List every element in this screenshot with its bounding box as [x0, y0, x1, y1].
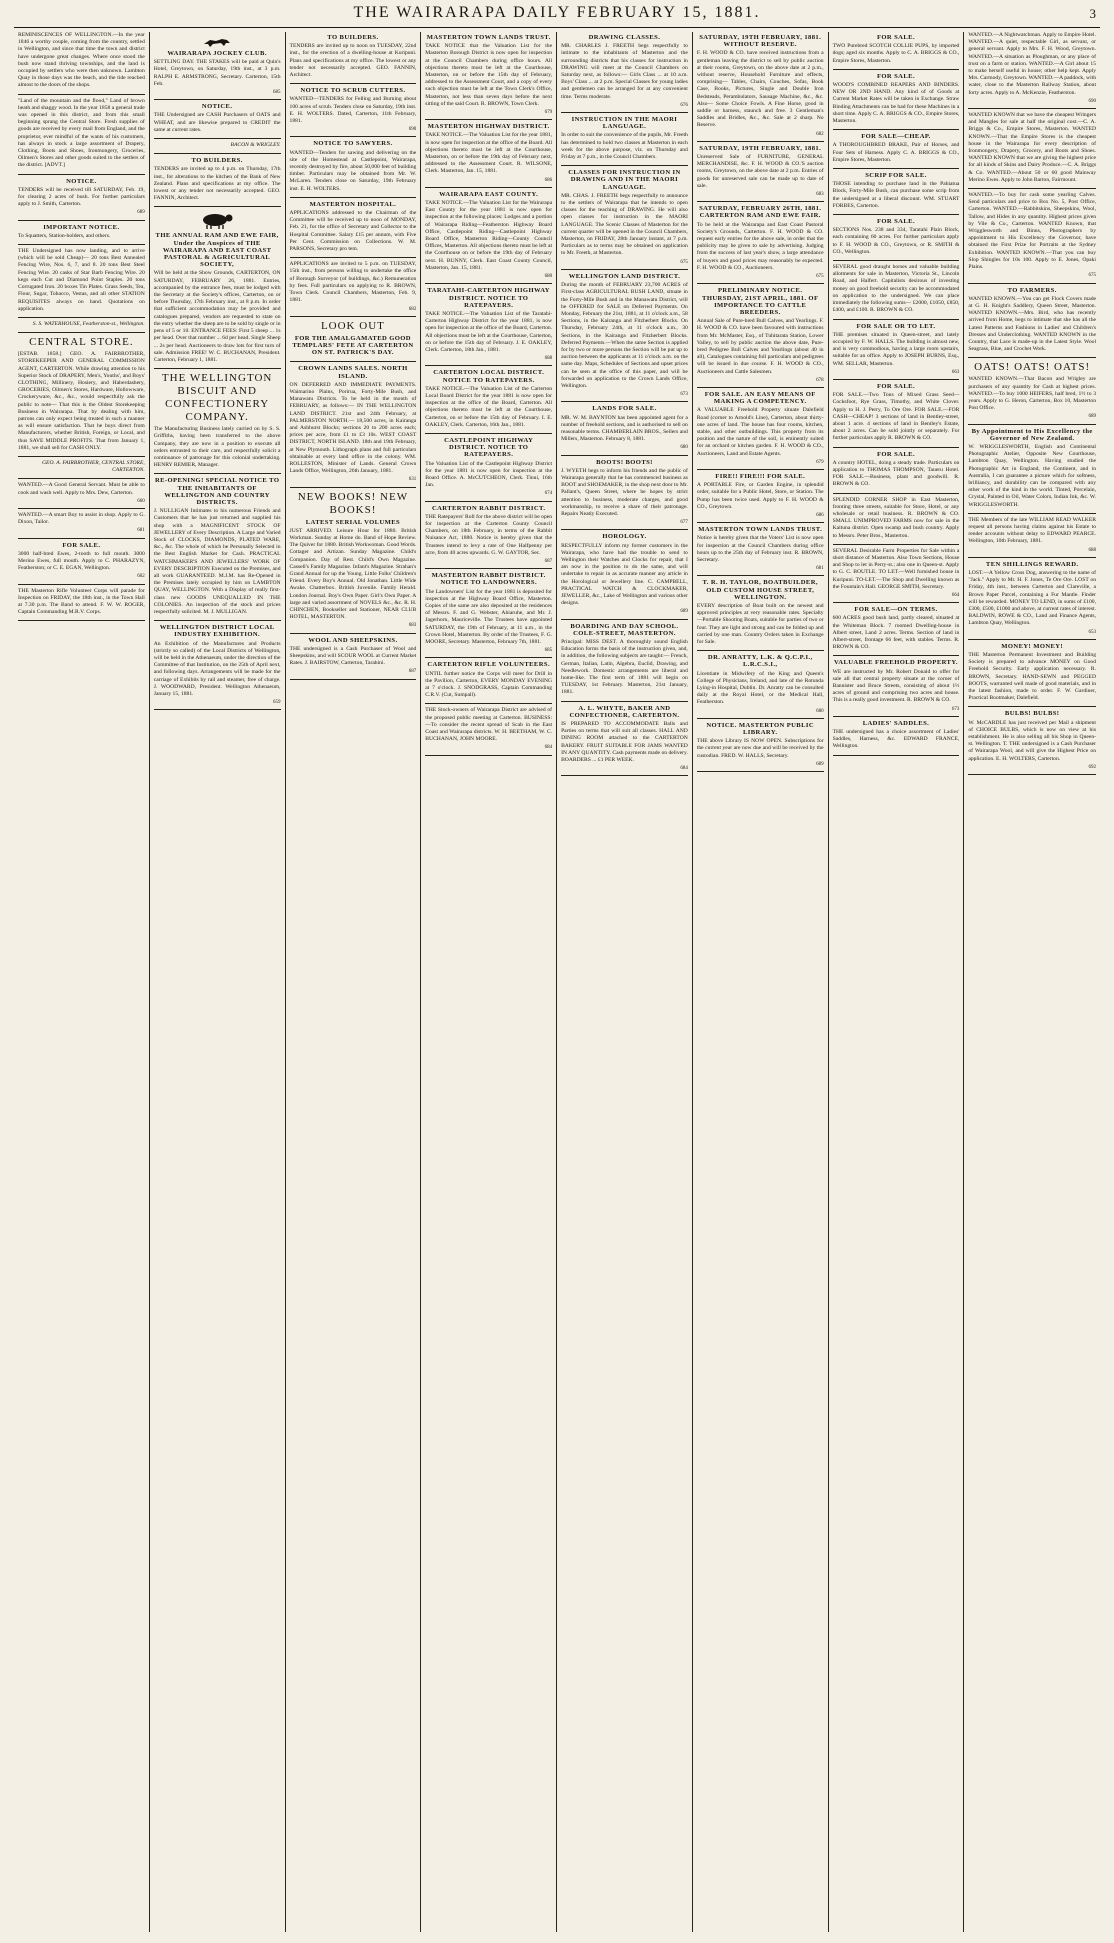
- ad-heading: FOR SALE. AN EASY MEANS OF MAKING A COMPETENCY.: [704, 390, 816, 406]
- advertisement: [425, 191, 552, 284]
- ad-body: SECTIONS Nos. 238 and 334, Taratahi Plain Block, each containing 60 acres. For further particulars apply to F. H. WOOD & CO., Greytown, or R. SMITH & CO., Wellington.: [832, 227, 960, 255]
- ad-body: The Manufacturing Business lately carried on by S. S. Griffiths, having been transferred to the above Company, they are now in a position to execute all orders entrusted to their care, and respectfully solicit a continuance of patronage for this colonial undertaking. HENRY REMIER, Manager.: [153, 426, 281, 469]
- advertisement: [833, 172, 960, 215]
- advertisement: [697, 34, 824, 142]
- ad-body: FOR SALE.—Two Tons of Mixed Grass Seed—Cocksfoot, Rye Grass, Timothy, and White Clover. Apply to H. J. Perry, To Ore Ore. FOR SALE.—FOR CASH—CHEAP! 3 sections of land in Bentley-street, about 1 acre. 4 sections of land in Bentley's Estate, about 2 acres. Can be sold jointly or separately. For further particulars apply R. BROWN & CO.: [832, 392, 960, 442]
- ad-heading: TARATAHI-CARTERTON HIGHWAY DISTRICT. NOTICE TO RATEPAYERS.: [427, 287, 550, 309]
- advertisement: [833, 497, 960, 545]
- ad-body: TAKE NOTICE that the Valuation List for the Masterton Borough District is now open for inspection at the Council Chambers during office hours. All objections thereto must be left at the Courthouse, Masterton, on or before the 15th day of February, addressed to the Assessment Court, and a copy of every such objection must be left at the Town Clerk's Office, Masterton, not less than seven days before the next sitting of the said Court. R. BROWN, Town Clerk.: [425, 43, 553, 107]
- ad-body: EVERY description of Boat built on the newest and approved principles at very reasonable rates. Specialty—Portable Shooting Boats, suitable for parties of two or four. They are light and strong and can be folded up and carried by one man. Country Orders taken in Exchange for Sale.: [696, 603, 824, 646]
- advertisement: [425, 287, 552, 366]
- ad-heading: FOR THE AMALGAMATED GOOD TEMPLARS' FETE AT CARTERTON ON ST. PATRICK'S DAY.: [292, 334, 414, 357]
- advertisement: [697, 145, 824, 202]
- ad-ref-number: 660: [137, 498, 145, 504]
- column-1: [14, 32, 150, 1932]
- advertisement: [18, 460, 145, 479]
- advertisement: [561, 405, 688, 455]
- ad-body: ON DEFERRED AND IMMEDIATE PAYMENTS. Waimarino Plains, Porirua, Forty-Mile Bush, and Manawatu Districts. To be held in the month of FEBRUARY, as follows:— IN THE WELLINGTON LAND DISTRICT. 21st and 24th February, at PALMERSTON NORTH.— 18,500 acres, in Kairanga and Ashhurst Blocks; sections 20 to 200 acres each; prices per acre, from £1 to £3 10s. WEST COAST DISTRICT, NORTH ISLAND. 18th and 19th February, at New Plymouth. Lithograph plans and full particulars obtainable at every land office in the colony. WM. ROLLESTON, Minister of Lands. General Crown Lands Office, Wellington, 26th January, 1881.: [289, 381, 417, 475]
- ad-body: WANTED—TENDERS for Felling and Burning about 100 acres of scrub. Tenders close on Saturday, 19th inst. E. H. WOLTERS. Dated, Carterton, 11th February, 1881.: [289, 96, 417, 125]
- advertisement: [154, 103, 281, 139]
- ad-body: SPLENDID CORNER SHOP in East Masterton, fronting three streets, suitable for Store, Hotel, or any wholesale or retail business. R. BROWN & CO. SMALL UNIMPROVED FARMS now for sale in the Kaituna district. Open swamp and bush country. Apply to Messrs. Peter Bros., Masterton.: [832, 496, 960, 539]
- ad-body: WANTED.—To buy for cash some yearling Calves. Send particulars and price to Box No. 5, Post Office, Carterton. WANTED.—Rabbitskins, Sheepskins, Wool, Tallow, and Hides in any quantity. Highest prices given by Vile & Co., Carterton. WANTED Known, that Wrigglesworth and Binns, Photographers by appointment to His Excellency the Governor, have obtained the First Prize for Portraits at the Sydney Exhibition. WANTED KNOWN.—That you can buy Slop Shingles for 10s 100. Apply to E. Jones, Opaki Plains.: [968, 192, 1096, 271]
- ad-body: W. McCARDLE has just received per Mail a shipment of CHOICE BULBS, which is now on view at his establishment. He is also selling all his Shop in Queen-st. Wellington. T. THE undersigned is a Cash Purchaser of Wairarapa Wool, and will give the Highest Price on application. E. H. WOLTERS, Carterton.: [968, 719, 1096, 762]
- ad-body: J. NULLIGAN Intimates to his numerous Friends and Customers that he has just returned and supplied his shop with a MAGNIFICENT STOCK OF JEWELLERY of Every Description. A Large and Varied Stock of CLOCKS, DIAMONDS, PLATED WARE, &c., &c. The whole of which he Personally Selected in the Best English Market for Cash. PRACTICAL WATCHMAKER'S AND JEWELLERS' WORK OF EVERY DESCRIPTION Executed on the Premises, and all work GUARANTEED. M.J.M. has Re-Opened in the Premises lately occupied by him on LAMBTON QUAY, WELLINGTON. With a Display of really first-class new GOODS UNEQUALLED IN THE COLONIES. An inspection of the stock and prices respectfully solicited. M. J. MULLIGAN.: [153, 508, 281, 615]
- advertisement: [561, 169, 688, 270]
- newspaper-title: THE WAIRARAPA DAILY FEBRUARY 15, 1881.: [353, 4, 761, 21]
- ad-ref-number: 674: [544, 491, 553, 497]
- ad-body: During the month of FEBRUARY 23,700 ACRES of First-class AGRICULTURAL BUSH LAND, situate in the Forty-Mile Bush and in the Manawatu District, will be OFFERED for SALE on Deferred Payments. On Monday, February the 21st, 1881, at 11 o'clock a.m., 58 Sections, in the Kairanga and Fitzherbert Blocks. On Thursday, February 24th, at 11 o'clock a.m., 30 Sections, in the Kairanga and Fitzherbert Blocks. Deferred Payments.—When the same Section is applied for by two or more persons the Section will be put up to auction between the applicants at 11 o'clock a.m. on the same day. Maps, Schedules of Sections and upset prices can be seen at the office of this paper, and will be forwarded on application to the Crown Lands Office, Wellington.: [561, 282, 688, 389]
- advertisement: [833, 218, 960, 261]
- advertisement: [290, 140, 417, 197]
- advertisement: [833, 720, 960, 756]
- ad-body: TENDERS are invited up to noon on TUESDAY, 22nd inst., for the erection of a dwelling-house at Kuripuni. Plans and specifications at my office. The lowest or any tender not necessarily accepted. GEO. FANNIN, Architect.: [289, 43, 417, 79]
- ad-heading: VALUABLE FREEHOLD PROPERTY.: [833, 659, 958, 667]
- ad-heading: SCRIP FOR SALE.: [865, 172, 927, 180]
- advertisement: [425, 123, 552, 188]
- ad-body: MR. CHARLES J. FREETH begs respectfully to intimate to the inhabitants of Masterton and the surrounding districts that his classes for instruction in DRAWING will meet at the Council Chambers on Saturday next, as follows:— Girls Class ... at 10 a.m. Boys' Class ... at 2 p.m. Special Classes for young ladies and gentlemen can be arranged for at any convenient time. Terms moderate.: [561, 43, 688, 100]
- ad-heading: TO BUILDERS.: [191, 157, 243, 165]
- ad-heading: A. L. WHYTE, BAKER AND CONFECTIONER, CARTERTON.: [569, 704, 680, 719]
- advertisement: [833, 383, 960, 448]
- ad-body: Unreserved Sale of FURNITURE, GENERAL MERCHANDISE, &c. F. H. WOOD & CO.'S auction rooms, Greytown, on the above date at 2 p.m. Entries of goods for unreserved sale can be made up to date of sale.: [696, 154, 824, 189]
- ad-ref-number: 680: [544, 274, 553, 280]
- advertisement: [561, 34, 688, 113]
- horse-racing-icon: [200, 34, 234, 48]
- advertisement: [561, 116, 688, 166]
- ad-ref-number: 689: [680, 609, 688, 615]
- ad-body: THE undersigned has a choice assortment of Ladies' Saddles, Harness, &c. EDWARD FRANCE, Wellington.: [832, 729, 960, 750]
- ad-body: MR. W. M. BAYNTON has been appointed agent for a number of freehold sections, and is authorised to sell on reasonable terms. CHAMBERLAIN BROS., Sellers and Millers, Masterton. February 8, 1881.: [561, 414, 688, 443]
- ad-heading: PRELIMINARY NOTICE. THURSDAY, 21ST APRIL, 1881. OF IMPORTANCE TO CATTLE BREEDERS.: [702, 287, 819, 316]
- ad-body: 3000 half-bred Ewes, 2-tooth to full mouth. 3000 Merino Ewes, full mouth. Apply to C. PHARAZYN, Featherston; or C. E. EGAN, Wellington.: [18, 550, 145, 572]
- ad-heading: WAIRARAPA JOCKEY CLUB.: [167, 50, 267, 57]
- advertisement: [154, 477, 281, 621]
- ad-ref-number: 675: [680, 259, 688, 265]
- ad-signature: S. S. WATERHOUSE, Featherston-st., Wellington.: [32, 320, 145, 327]
- advertisement: [290, 320, 417, 363]
- ad-body: THE Ratepayers' Roll for the above district will be open for inspection at the Carterton County Council Chambers, on 18th February, in terms of the Rabbit Nuisance Act, 1880. Notice is hereby given that the Trustees intend to levy a rate of One Halfpenny per acre, from 40 acres upwards. G. W. GAYTOR, Sec.: [425, 513, 553, 556]
- ad-ref-number: 690: [408, 127, 417, 133]
- ad-body: WANTED KNOWN that we have the cheapest Wringers and Mangles for sale at half the original cost.—C. A. Briggs & Co., Empire Stores, Masterton. WANTED KNOWN.—That the Empire Stores is the cheapest house in the Wairarapa for every description of Ironmongery, Drapery, Grocery, and Boots and Shoes. WANTED KNOWN that we are giving the highest price for all kinds of Skins and Dairy Produce.—C. A. Briggs & Co. WANTED.—About 50 or 60 good Mainway Merino Ewes. Apply to John Barton, Fairmount.: [968, 112, 1096, 183]
- ad-heading: FOR SALE.: [876, 218, 915, 226]
- ad-ref-number: 681: [816, 566, 824, 572]
- ad-ref-number: 659: [273, 700, 281, 706]
- ad-body: WANTED.—A Nightwatchman. Apply to Empire Hotel. WANTED.—A quiet, respectable Girl, as servant, or general servant. Apply to Mrs. F. H. Wood, Greytown. WANTED.—A situation as Ploughman, or any place of trust on a farm or station. WANTED.—A Girl about 15 to make herself useful in house; other help kept. Apply Mrs. Carmody, Greytown. WANTED.—A paddock, with water, close to the Masterton Railway Station, about forty acres. Apply to A. McKenzie, Featherston.: [968, 32, 1096, 96]
- ad-heading: HOROLOGY.: [602, 533, 647, 541]
- ad-body: THE Undersigned are CASH Purchasers of OATS and WHEAT, and are likewise prepared to CREDIT the same at current rates.: [153, 112, 281, 133]
- ad-heading: MASTERTON TOWN LANDS TRUST.: [426, 34, 551, 41]
- ad-heading: WOOL AND SHEEPSKINS.: [308, 636, 398, 644]
- ad-heading: FOR SALE—ON TERMS.: [854, 606, 938, 614]
- column-4: [421, 32, 557, 1932]
- ad-heading: MASTERTON HOSPITAL.: [309, 200, 397, 208]
- ad-body: TAKE NOTICE.—The Valuation List for the Wairarapa East County for the year 1881 is now open for inspection at the following places: Lodges and a portion of Wairarapa Riding—Featherston Highway Board Office, Castlepoint Riding—Castlepoint Highway Board Office, Masterton Riding—County Council Offices, Masterton. All objections thereto must be left at the Courthouse on or before the 19th day of February next. H. BUNNY, Clerk. East Coast County Council, Masterton, Jan. 15, 1881.: [425, 200, 553, 271]
- ad-ref-number: 683: [408, 623, 417, 629]
- advertisement: [154, 34, 281, 100]
- ad-heading: WELLINGTON DISTRICT LOCAL INDUSTRY EXHIBITION.: [159, 624, 275, 639]
- ad-body: APPLICATIONS addressed to the Chairman of the Committee will be received up to noon of MONDAY, Feb. 21, for the office of Secretary and Collector to the Hospital Committee. Salary £15 per annum, with Five Per Cent. Commission on Collections. W. M. PARSONS, Secretary pro tem.: [289, 210, 417, 253]
- column-8: [964, 32, 1100, 1932]
- ad-heading: FOR SALE OR TO LET.: [856, 322, 936, 330]
- ad-body: THE Members of the late WILLIAM READ WALKER request all persons having claims against his Estate to render accounts without delay to EDWARD PEARCE. Wellington, 10th February, 1881.: [968, 516, 1096, 545]
- ad-heading: LANDS FOR SALE.: [592, 405, 657, 413]
- ad-body: 600 ACRES good bush land, partly cleared, situated at the Whiteman Block. 7 roomed Dwelling-house in Albert street, Land 2 acres. Terms. Section of land in Albert-street, frontage 66 feet, with stables. Terms. R. BROWN & CO.: [832, 615, 960, 651]
- advertisement: [968, 192, 1096, 283]
- advertisement: [561, 273, 688, 402]
- advertisement: [18, 98, 145, 175]
- ad-body: [ESTAB. 1858.] GEO. A. FAIRBROTHER, STOREKEEPER AND GENERAL COMMISSION AGENT, CARTERTON. While drawing attention to his Superior Stock of DRAPERY, Men's, Youths', and Boys' CLOTHING, Millinery, Hosiery, and Haberdashery, GROCERIES, Oilmen's Stores, Hardware, Hollowware, Crockeryware, &c., &c., would respectfully ask the public to note— That this is the Oldest Storekeeping Business in Wairarapa. That by dealing with him, patrons can only expect being treated in such a manner as will ensure satisfaction. That he buys direct from Manufacturers, whether British, Foreign, or Local, and thus SAVE MIDDLE PROFITS. That from January 1, 1881, we shall sell for CASH ONLY.: [18, 351, 145, 451]
- ad-body: A VALUABLE Freehold Property situate Dalefield Road (corner to Arnold's Line), Carterton, about thirty-one acres of land. The house has four rooms, kitchen, stable, and other outbuildings. This property from its position and the nature of the soil, is eminently suited for an orchard or kitchen garden. F. H. WOOD & CO., Auctioneers, Land and Estate Agents.: [696, 407, 824, 457]
- ad-display-heading: NEW BOOKS! NEW BOOKS!: [297, 490, 409, 516]
- ad-heading: SATURDAY, 19TH FEBRUARY, 1881. WITHOUT RESERVE.: [699, 34, 822, 49]
- ad-body: APPLICATIONS are invited to 5 p.m. on TUESDAY, 15th inst., from persons willing to undertake the office of Borough Surveyor (of buildings, &c.) Remuneration by fees. Full particulars on applying to R. BROWN, Town Clerk. Council Chambers, Masterton, Feb. 9, 1881.: [289, 261, 417, 304]
- advertisement: [290, 87, 417, 137]
- ad-heading: MASTERTON RABBIT DISTRICT. NOTICE TO LANDOWNERS.: [431, 572, 546, 587]
- advertisement: [425, 369, 552, 434]
- advertisement: [833, 606, 960, 656]
- ad-heading: RE-OPENING! SPECIAL NOTICE TO THE INHABITANTS OF WELLINGTON AND COUNTRY DISTRICTS.: [154, 477, 280, 506]
- ad-body: THE Undersigned has now landing, and to arrive (which will be sold Cheap)— 20 tons Best Annealed Fencing Wire, Nos. 6, 7, and 8. 20 tons Best Steel Fencing Wire. 20 casks of Star Barb Fencing Wire. 20 kegs each Cut and Diamond Point Staples. 20 tons Corrugated Iron. 20 boxes Tin Plates. Grass Seeds, Tea, Flour, Sugar, Tobacco, Vestas, and all other STATION REQUISITES always on hand. Quotations on application.: [18, 248, 145, 312]
- advertisement: [18, 542, 145, 585]
- ad-body: THE Masterton Permanent Investment and Building Society is prepared to advance MONEY on Good Freehold Security. Early application necessary. R. BROWN, Secretary. HAND-SEWN and PEGGED BOOTS, warranted well made of good materials, and in the latest fashion, made to order. F. W. Gardiner, Practical Bootmaker, Dalefield.: [968, 652, 1096, 702]
- advertisement: [833, 264, 960, 319]
- ad-body: Principal: MISS DEST. A thoroughly sound English Education forms the basis of the instruction given, and, in addition, the following subjects are taught:— French, German, Italian, Latin, Algebra, Euclid, Drawing, and Needlework. Domestic arrangements are liberal and home-like. The first term of 1881 will begin on TUESDAY, 1st February. Masterton, 21st January, 1881.: [561, 639, 688, 696]
- ad-ref-number: 689: [137, 210, 145, 216]
- advertisement: [425, 34, 552, 120]
- ad-ref-number: 675: [1088, 273, 1096, 279]
- newspaper-columns: [14, 32, 1100, 1932]
- ad-ref-number: 663: [951, 369, 960, 375]
- ad-body: WANTED KNOWN.—That Bacon and Wrigley are purchasers of any quantity for Cash at highest prices. WANTED.—To buy 1000 HEIFERS, half bred, 1½ to 3 years. Apply to G. Heron, Carterton, Box 10, Masterton Post Office.: [968, 376, 1096, 412]
- ad-ref-number: 687: [408, 669, 417, 675]
- ad-ref-number: 686: [544, 177, 553, 183]
- horse-shape: [204, 39, 230, 47]
- ad-body: Annual Sale of Pure-bred Bull Calves, and Yearlings. F. H. WOOD & CO. have been favoured with instructions from Mr. McMaster, Esq., of Tuhitarata Station, Lower Valley, to sell by public auction the above date, Pure-bred Pedigree Bull Calves and Yearlings (about 40 in all), Catalogues containing full particulars and pedigrees will be issued in due course. F. H. WOOD & CO., Auctioneers and Cattle Salesmen.: [696, 318, 824, 375]
- ad-heading: CARTERTON RABBIT DISTRICT.: [431, 504, 546, 512]
- ad-body: THE premises situated in Queen-street, and lately occupied by F. W. HALLS. The building is almost new, and is very commodious, having a large room upstairs, suitable for an office. Apply to JOSEPH BURNS, Esq., WM. SELLAR, Masterton.: [832, 331, 960, 367]
- masthead: [0, 0, 1114, 28]
- advertisement: [154, 210, 281, 369]
- ad-signature: BACON & WRIGLEY.: [230, 142, 281, 149]
- ad-ref-number: 680: [816, 708, 824, 714]
- ad-ref-number: 692: [1088, 764, 1096, 770]
- ad-body: F. H. WOOD & CO. have received instructions from a gentleman leaving the district to sell by public auction at their rooms, Greytown, on the above date at 2 p.m., without reserve, Household Furniture and effects, comprising— Tables, Chairs, Couches, Sofas, Book Case, Books, Pictures, Single and Double Iron Bedsteads, Perambulators, Sausage Machine, &c., &c. Also— Some Choice Fowls. A Fine Horse, good in saddle or harness, staunch and free. 3 Gentleman's Saddles and Bridles, &c., &c. Sale at 2 sharp. No Reserve.: [696, 50, 824, 129]
- ad-body: WANTED—Tenders for sawing and delivering on the site of the Homestead at Castlepoint, Wairarapa, recently destroyed by fire, about 50,000 feet of building timber. Particulars may be obtained from Mr. W. McLaren. Tenders close on Saturday, 19th February inst. E. H. WOLTERS.: [289, 149, 417, 192]
- ad-heading: CROWN LANDS SALES. NORTH ISLAND.: [298, 365, 408, 380]
- advertisement: [154, 157, 281, 207]
- page-number: 3: [1089, 6, 1096, 21]
- advertisement: [833, 548, 960, 603]
- ad-body: WOOD'S COMBINED REAPERS AND BINDERS. NEW OR 2ND HAND. Any kind of of Goods at Current Market Rates will be taken in Exchange. Straw Binding Attachments can be had for these Machines in a short time. Apply C. A. BRIGGS & CO., Empire Stores, Masterton.: [832, 82, 960, 125]
- ad-heading: SATURDAY, 19TH FEBRUARY, 1881.: [699, 144, 822, 152]
- ad-ref-number: 689: [1088, 414, 1096, 420]
- advertisement: [697, 391, 824, 470]
- ad-heading: TEN SHILLINGS REWARD.: [985, 560, 1079, 568]
- advertisement: [425, 505, 552, 570]
- ad-ref-number: 653: [1088, 629, 1096, 635]
- ad-body: IS PREPARED TO ACCOMMODATE Balls and Parties on terms that will suit all classes. HALL AND DINING ROOM attached to the CARTERTON BAKERY. FRUIT SUITABLE FOR JAMS WANTED IN ANY QUANTITY. Cash payments made on delivery. BOARDERS ... £1 PER WEEK.: [561, 721, 688, 764]
- ad-heading: FOR SALE—CHEAP.: [861, 133, 931, 141]
- advertisement: [18, 321, 145, 333]
- ad-ref-number: 673: [951, 706, 960, 712]
- ad-ref-number: 602: [137, 574, 145, 580]
- advertisement: [833, 73, 960, 130]
- column-3: [286, 32, 422, 1932]
- advertisement: [154, 372, 281, 474]
- ad-body: WE are instructed by Mr. Robert Donald to offer for sale all that central property situate at the corner of Bannister and Bruce Streets, consisting of about 1½ acres of ground and comprising two acres and house. This is a really good investment. R. BROWN & CO.: [832, 668, 960, 704]
- advertisement: [968, 32, 1096, 109]
- ad-display-heading: THE WELLINGTON BISCUIT AND CONFECTIONERY COMPANY.: [161, 372, 273, 424]
- ad-ref-number: 675: [816, 274, 824, 280]
- ad-body: A THOROUGHBRED BRAKE, Pair of Horses, and Four Sets of Harness. Apply C. A. BRIGGS & CO., Empire Stores, Masterton.: [832, 142, 960, 163]
- ad-body: W. WRIGGLESWORTH, English and Continental Photographic Atelier, Opposite New Courthouse, Lambton Quay, Wellington. Having studied the Photographic Art in England, the Continent, and in Australia, I can guarantee a picture which for softness, brilliancy, and durability can be compared with any other work of the kind in the world. Tinted, Porcelain, Crystal, Painted in Oil, Water Colors, Indian Ink, &c. W. WRIGGLESWORTH.: [968, 443, 1096, 508]
- ram-head: [226, 215, 233, 222]
- ad-body: TENDERS will be received till SATURDAY, Feb. 19, for clearing 2 acres of bush. For further particulars apply to J. Smith, Carterton.: [18, 186, 145, 208]
- advertisement: [18, 224, 145, 245]
- ad-body: Licentiate in Midwifery of the King and Queen's College of Physicians, Ireland, and late of the Rotunda Lying-in Hospital, Dublin. Dr. Anratty can be consulted daily at the Royal Hotel, or the Medical Hall, Featherston.: [696, 670, 824, 706]
- ad-ref-number: 679: [544, 110, 553, 116]
- advertisement: [833, 133, 960, 169]
- ad-heading: FIRE!! FIRE!!! FOR SALE.: [715, 472, 806, 480]
- ad-heading: INSTRUCTION IN THE MAORI LANGUAGE.: [571, 116, 678, 131]
- ad-heading: CASTLEPOINT HIGHWAY DISTRICT. NOTICE TO RATEPAYERS.: [444, 436, 534, 459]
- ad-heading: WELLINGTON LAND DISTRICT.: [568, 272, 681, 280]
- advertisement: [561, 459, 688, 531]
- ad-heading: FOR SALE.: [876, 34, 915, 41]
- advertisement: [968, 112, 1096, 189]
- ad-body: To Squatters, Station-holders, and others.: [18, 232, 111, 239]
- advertisement: [290, 637, 417, 680]
- ad-body: SEVERAL Desirable Farm Properties for Sale within a short distance of Masterton. Also Town Sections, House and Shop to let in Perry-st.; also one in Queen-st. Apply to G. C. BOUTLE. TO LET.—Well furnished house in Kuripuni. TO-LET.—The Shop and Dwelling known as the Fountain's Hall. GEORGE SMITH, Secretary.: [832, 547, 960, 590]
- ad-heading: DRAWING CLASSES.: [588, 34, 661, 41]
- ad-heading: IMPORTANT NOTICE.: [43, 223, 120, 231]
- ad-heading: LATEST SERIAL VOLUMES: [305, 518, 401, 526]
- advertisement: [833, 451, 960, 494]
- ad-ref-number: 677: [680, 520, 688, 526]
- ad-ref-number: 685: [544, 648, 553, 654]
- ad-body: THE Masterton Rifle Volunteer Corps will parade for Inspection on FRIDAY, the 18th inst., in the Town Hall at 7.30 p.m. The Band to attend. F. W. W. ROGER, Captain Commanding M.R.V. Corps.: [18, 587, 145, 616]
- advertisement: [18, 512, 145, 539]
- ad-ref-number: 686: [816, 512, 824, 518]
- ram-icon: [197, 210, 237, 230]
- ad-body: THOSE intending to purchase land in the Pahiatua Block, Forty-Mile Bush, can purchase some scrip from the undersigned at a liberal discount. WM. STUART FORBES, Carterton.: [832, 181, 960, 209]
- advertisement: [697, 287, 824, 388]
- ad-heading: CARTERTON RIFLE VOLUNTEERS.: [427, 661, 550, 669]
- ad-signature: GEO. A. FAIRBROTHER, CENTRAL STORE, CARTERTON.: [42, 459, 145, 474]
- advertisement: [561, 533, 688, 619]
- ad-body: J. WYETH begs to inform his friends and the public of Wairarapa generally that he has commenced business as BOOT and SHOEMAKER, in the shop next door to Mr. Pallant's, Queen Street, where he hopes by strict attention to business, moderate charges, and good workmanship, to receive a share of their patronage. Repairs Neatly Executed.: [561, 467, 688, 517]
- ad-body: SETTLING DAY. THE STAKES will be paid at Quin's Hotel, Greytown, on Saturday, 19th inst., at 3 p.m. RALPH E. ARMSTRONG, Secretary. Carterton, 15th Feb.: [153, 59, 281, 87]
- ad-heading: MASTERTON TOWN LANDS TRUST.: [698, 526, 823, 534]
- ad-ref-number: 681: [137, 528, 145, 534]
- advertisement: [833, 34, 960, 70]
- ad-body: MR. CHAS. J. FREETH begs respectfully to announce to the settlers of Wairarapa that he intends to open classes for the teaching of DRAWING. He will also open classes for instruction in the MAORI LANGUAGE. The Scenic Classes of Masterton for the current quarter will be opened in the Council Chambers, Masterton, on FRIDAY, 28th January instant, at 7 p.m. Particulars as to terms may be obtained on application to Mr. Freeth, at Masterton.: [561, 192, 688, 257]
- advertisement: [290, 201, 417, 258]
- ad-body: A PORTABLE Fire, or Garden Engine, in splendid order, suitable for a Public Hotel, Store, or Station. The Pump has been twice used. Apply to F. H. WOOD & CO., Greytown.: [696, 482, 824, 510]
- advertisement: [697, 473, 824, 523]
- ad-body: An Exhibition of the Manufactures and Products (strictly so called) of the Local Districts of Wellington, will be held in the Athenaeum, under the direction of the Committee of that Institution, on the 25th of April next, and following days. Arrangements will be made for the carriage of Exhibits by rail and steamer, free of charge. J. WOODWARD, President. Wellington Athenaeum, January 15, 1881.: [153, 640, 281, 698]
- ad-body: The Landowners' List for the year 1881 is deposited for inspection at the Highway Board Office, Masterton. Copies of the same are also deposited at the residences of Messrs. F. and G. Webster, Ahiaruhe, and Mr. J. Jagerhorn, Mauriceville. The Trustees have appointed SATURDAY, the 19th of February, at 11 a.m., in the Crown Hotel, Masterton. By order of the Trustees, F. G. MOORE, Secretary. Masterton, February 7th, 1881.: [425, 588, 553, 646]
- ad-display-heading: CENTRAL STORE.: [29, 336, 134, 349]
- advertisement: [968, 643, 1096, 708]
- ad-ref-number: 676: [680, 102, 688, 108]
- ad-body: TENDERS are invited up to 4 p.m. on Thursday, 17th inst., for alterations to the kitchen of the Bank of New Zealand. Plans and specifications at my office. The lowest or any tender not necessarily accepted. GEO. FANNIN, Architect.: [153, 166, 281, 202]
- ad-body: WANTED.—A Good General Servant. Must be able to cook and wash well. Apply to Mrs. Dew, Carterton.: [18, 482, 145, 496]
- ad-body: THE undersigned is a Cash Purchaser of Wool and Sheepskins, and will SCOUR WOOL at Current Market Rates. J. BAIRSTOW, Carterton, Tarahini.: [289, 645, 417, 667]
- ad-ref-number: 678: [816, 377, 824, 383]
- ad-heading: BOARDING AND DAY SCHOOL. COLE-STREET, MASTERTON.: [570, 622, 679, 637]
- advertisement: [18, 588, 145, 622]
- column-2: [150, 32, 286, 1932]
- advertisement: [697, 579, 824, 651]
- advertisement: [425, 437, 552, 502]
- advertisement: [18, 336, 145, 457]
- ad-body: The Valuation List of the Castlepoint Highway District for the year 1881 is now open for inspection at the Board Office. A. McCUTCHEON, Clerk. Tinui, 16th Jan.: [425, 460, 553, 489]
- ad-heading: MONEY! MONEY!: [1001, 642, 1064, 650]
- ad-ref-number: 689: [816, 761, 824, 767]
- ram-body: [203, 214, 227, 226]
- ad-heading: MASTERTON HIGHWAY DISTRICT.: [427, 123, 550, 131]
- ad-heading: BULBS! BULBS!: [1004, 710, 1060, 718]
- ad-heading: LADIES' SADDLES.: [862, 719, 930, 727]
- ad-heading: T. R. H. TAYLOR, BOATBUILDER, OLD CUSTOM HOUSE STREET, WELLINGTON.: [702, 579, 818, 601]
- ad-body: Notice is hereby given that the Voters' List is now open for inspection at the Council Chambers during office hours up to the 25th day of February inst. R. BROWN, Secretary.: [696, 535, 824, 563]
- ad-body: To be held at the Wairarapa and East Coast Pastoral Society's Grounds, Carterton. F. H. WOOD & CO. request early entries for the above sale, in order that the publicity may be given to sale by advertising. Judging from the success of last year's show, a large attendance of buyers and good prices may reasonably be expected. F. H. WOOD & CO., Auctioneers.: [696, 221, 824, 271]
- ad-heading: CARTERTON LOCAL DISTRICT. NOTICE TO RATEPAYERS.: [433, 369, 545, 384]
- ad-heading: FOR SALE.: [876, 450, 915, 458]
- ad-heading: DR. ANRATTY, L.K. & Q.C.P.I., L.R.C.S.I.,: [707, 654, 813, 669]
- column-5: [557, 32, 693, 1932]
- ad-ref-number: 673: [680, 392, 688, 398]
- ad-heading: WAIRARAPA EAST COUNTY.: [439, 190, 539, 198]
- ad-ref-number: 688: [544, 356, 553, 362]
- advertisement: [968, 517, 1096, 558]
- advertisement: [425, 572, 552, 658]
- advertisement: [290, 261, 417, 316]
- ad-display-heading: OATS! OATS! OATS!: [974, 361, 1091, 374]
- ad-body: TWO Purebred SCOTCH COLLIE PUPS, by imported dogs; aged six months. Apply to C. A. BRIGGS & CO., Empire Stores, Masterton.: [832, 43, 960, 64]
- ad-body: TAKE NOTICE.—The Valuation List of the Taratahi-Carterton Highway District for the year 1881, is now open for inspection at the office of the Board, Carterton. All objections must be left at the Courthouse, Carterton, on or before the 15th day of February. J. E. OAKLEY, Clerk. Carterton, 18th Jan., 1881.: [425, 310, 553, 353]
- ad-body: In order to suit the convenience of the pupils, Mr. Freeth has determined to hold two classes at Masterton in each week for the above purpose, viz. on Thursday and Friday at 7 p.m., in the Council Chambers.: [561, 132, 688, 161]
- ad-heading: FOR SALE.: [876, 382, 915, 390]
- ad-ref-number: 684: [544, 745, 553, 751]
- ad-body: TAKE NOTICE.—The Valuation List of the Carterton Local Board District for the year 1881 is now open for inspection at the office of the Board, Carterton. All objections thereto must be left at the Courthouse, Carterton, on or before the 15th day of February. I. E. OAKLEY, Clerk. Carterton, 16th Jan., 1881.: [425, 385, 553, 428]
- advertisement: [697, 205, 824, 284]
- ad-ref-number: 682: [408, 306, 417, 312]
- ad-body: "Land of the mountain and the flood," Land of brown heath and shaggy wood. In the year 1858 a general trade was opened in this district, and from this small beginning sprang the Central Store. Fresh supplies of goods are received by every mail from England, and the proprietor, ever mindful of the wants of his customers, has always in stock a large assortment of Drapery, Clothing, Boots and Shoes, Ironmongery, Groceries, Oilmen's Stores and other goods suited to the settlers of the district. [ADVT.]: [18, 97, 145, 169]
- advertisement: [833, 659, 960, 716]
- ad-ref-number: 683: [816, 192, 824, 198]
- advertisement: [18, 32, 145, 95]
- ad-ref-number: 685: [273, 90, 281, 96]
- ad-heading: NOTICE.: [66, 177, 97, 185]
- ad-body: REMINISCENCES OF WELLINGTON.—In the year 1846 a worthy couple, coming from the country, settled in Wellington, and since that time the town and district have undergone great changes. Where once stood the bush now stand thriving townships, and the land is occupied by settlers who were then unknown. Lambton Quay in those days was the beach, and the tide reached almost to the doors of the shops.: [18, 32, 145, 89]
- advertisement: [561, 623, 688, 702]
- advertisement: [154, 142, 281, 154]
- column-7: [829, 32, 965, 1932]
- advertisement: [154, 624, 281, 710]
- advertisement: [425, 707, 552, 755]
- ad-body: THE Stock-owners of Wairarapa District are advised of the proposed public meeting at Carterton. BUSINESS:—To consider the recent spread of Scab in the East Coast and Wairarapa districts. W. H. BEETHAM, W. C. BUCHANAN, JOHN MOORE.: [425, 707, 553, 743]
- advertisement: [968, 710, 1096, 775]
- ad-ref-number: 688: [1088, 547, 1096, 553]
- ad-ref-number: 631: [408, 477, 417, 483]
- advertisement: [425, 661, 552, 704]
- advertisement: [968, 287, 1096, 359]
- advertisement: [290, 491, 417, 634]
- advertisement: [697, 526, 824, 576]
- advertisement: [290, 34, 417, 84]
- ad-body: JUST ARRIVED. Leisure Hour for 1880. British Workman. Sunday at Home do. Band of Hope Review. The Quiver for 1880. British Workwoman. Good Words. Cottager and Artizan. Sunday Magazine. Child's Companion. Day of Rest. Child's Own Magazine. Cassell's Family Magazine. Infant's Magazine. Strahan's Grand Annual for up the Young. Little Folks' Children's Friend. Every Boy's Annual. Old Jonathan. Little Wide Awake. Chatterbox. British Juvenile. Family Herald. London Journal. Boy's Own Paper. Girl's Own Paper. A large and varied assortment of NOVELS &c., &c. R. H. CHINCHEN, Bookseller and Stationer, NEAR CLUB HOTEL, MASTERTON.: [289, 527, 417, 621]
- ad-ref-number: 682: [816, 131, 824, 137]
- ad-body: Will be held at the Show Grounds, CARTERTON, ON SATURDAY, FEBRUARY 26, 1881. Entries, accompanied by the entrance fees, must be lodged with the Secretary at the Society's offices, Carterton, on or before Thursday, 17th February inst., at 8 p.m. In order that sufficient accommodation may be provided and catalogues prepared, vendors are requested to state on the entry whether the sheep are to be sold by single or in pens of 5 or 10. ENTRANCE FEES: First 5 sheep ... 1s per head. Over that number ... 6d per head. Single Sheep ... 2s per head. Auctioneers to draw lots for first turn of sale. Admission FREE! W. C. BUCHANAN, President. Carterton, February 1, 1881.: [153, 270, 281, 363]
- ad-body: TAKE NOTICE.—The Valuation List for the year 1881, is now open for inspection at the office of the Board. All objections thereto must be left at the Courthouse, Masterton, on or before the 19th day of February next, addressed to the Assessment Court. R. WILSONE, Clerk. Masterton, Jan. 15, 1881.: [425, 132, 553, 175]
- ad-heading: THE ANNUAL RAM AND EWE FAIR, Under the Auspices of THE WAIRARAPA AND EAST COAST PASTORAL & AGRICULTURAL SOCIETY,: [155, 232, 279, 269]
- ad-heading: CLASSES FOR INSTRUCTION IN DRAWING AND IN THE MAORI LANGUAGE.: [568, 169, 681, 191]
- ad-ref-number: 664: [951, 593, 960, 598]
- advertisement: [18, 482, 145, 509]
- ad-heading: SATURDAY, FEBRUARY 26TH, 1881. CARTERTON RAM AND EWE FAIR.: [699, 205, 822, 220]
- advertisement: [968, 561, 1096, 640]
- ad-display-heading: LOOK OUT: [320, 319, 385, 332]
- ad-ref-number: 684: [680, 766, 688, 772]
- ad-ref-number: 687: [544, 559, 553, 564]
- ad-heading: NOTICE TO SAWYERS.: [313, 140, 393, 148]
- ad-heading: FOR SALE.: [62, 541, 101, 549]
- ad-body: UNTIL further notice the Corps will meet for Drill in the Pavilion, Carterton, EVERY MONDAY EVENING at 7 o'clock. J. SNODGRASS, Captain Commanding C.R.V. (Cut, Sumpall).: [425, 670, 553, 699]
- advertisement: [18, 248, 145, 318]
- ad-heading: NOTICE. MASTERTON PUBLIC LIBRARY.: [706, 721, 815, 737]
- advertisement: [290, 365, 417, 487]
- advertisement: [968, 428, 1096, 514]
- ad-heading: NOTICE TO SCRUB CUTTERS.: [300, 87, 406, 95]
- ad-heading: TO FARMERS.: [1007, 286, 1057, 294]
- ad-body: A country HOTEL, doing a steady trade. Particulars on application to THOMAS THOMPSON, Taueru Hotel. FOR SALE.—Business, plant and goodwill. R. BROWN & CO.: [832, 459, 960, 488]
- ad-body: WANTED.—A smart Boy to assist in shop. Apply to G. Dixon, Tailor.: [18, 511, 145, 526]
- ad-heading: NOTICE.: [201, 103, 233, 111]
- ad-body: RESPECTFULLY inform my former customers in the Wairarapa, who have had the trouble to send to Wellington their Watches and Clocks for repair, that I am now in the position to do the same, and will undertake to repair in as accurate manner any article in the Horological or Jewellery line. C. CAMPBELL, PRACTICAL WATCH & CLOCKMAKER, JEWELLER, &c., Lake of Wellington and various other designs.: [561, 542, 688, 607]
- ad-heading: TO BUILDERS.: [327, 34, 379, 41]
- ad-body: LOST.—A Yellow Cross Dog, answering to the name of "Jack." Apply to Mr. H. F. Jones, Te Ore Ore. LOST on Friday, 4th inst., between Carterton and Clareville, a Brown Paper Parcel, containing a Fur Mantle. Finder will be rewarded. MONEY TO LEND, in sums of £100, £300, £500, £1000 and above, at current rates of interest. BALDWIN, ROWE & CO., Land and Finance Agents, Lambton Quay, Wellington.: [968, 570, 1096, 627]
- advertisement: [697, 722, 824, 772]
- advertisement: [968, 361, 1096, 424]
- ad-ref-number: 679: [816, 459, 824, 465]
- ad-body: WANTED KNOWN.—You can get Flock Covers made at G. H. Knight's Saddlery, Queen Street, Masterton. WANTED KNOWN.—Mrs. Bird, who has recently arrived from Home, begs to intimate that she has all the Latest Patterns and Fashions in Ladies' and Children's Dresses and Underclothing. WANTED KNOWN in the Country, that Lace is made-up in the Latest Style. Wool Seagrass, Blue, and Crochet Work.: [968, 295, 1096, 353]
- masthead-rule: [14, 27, 1100, 28]
- advertisement: [18, 178, 145, 221]
- ad-heading: FOR SALE.: [876, 72, 915, 80]
- column-6: [693, 32, 829, 1932]
- ad-body: THE above Library IS NOW OPEN. Subscriptions for the current year are now due and will be received by the custodian. FRED. W. HALLS, Secretary.: [696, 738, 824, 759]
- ad-ref-number: 690: [1088, 98, 1096, 104]
- ad-ref-number: 680: [680, 445, 688, 451]
- ad-heading: By Appointment to His Excellency the Governor of New Zealand.: [971, 427, 1093, 442]
- advertisement: [697, 654, 824, 719]
- ad-body: SEVERAL good draught horses and valuable building allotments for sale in Masterton, Victoria St., Lincoln Road, and Halfert. Capitalists desirous of investing money on good freehold security can be accommodated on application to the undersigned. We can place immediately the following sums— £2000, £1050, £850, £400, and £100. R. BROWN & CO.: [832, 264, 960, 314]
- advertisement: [833, 323, 960, 380]
- ad-heading: BOOTS! BOOTS!: [596, 458, 653, 466]
- advertisement: [561, 705, 688, 777]
